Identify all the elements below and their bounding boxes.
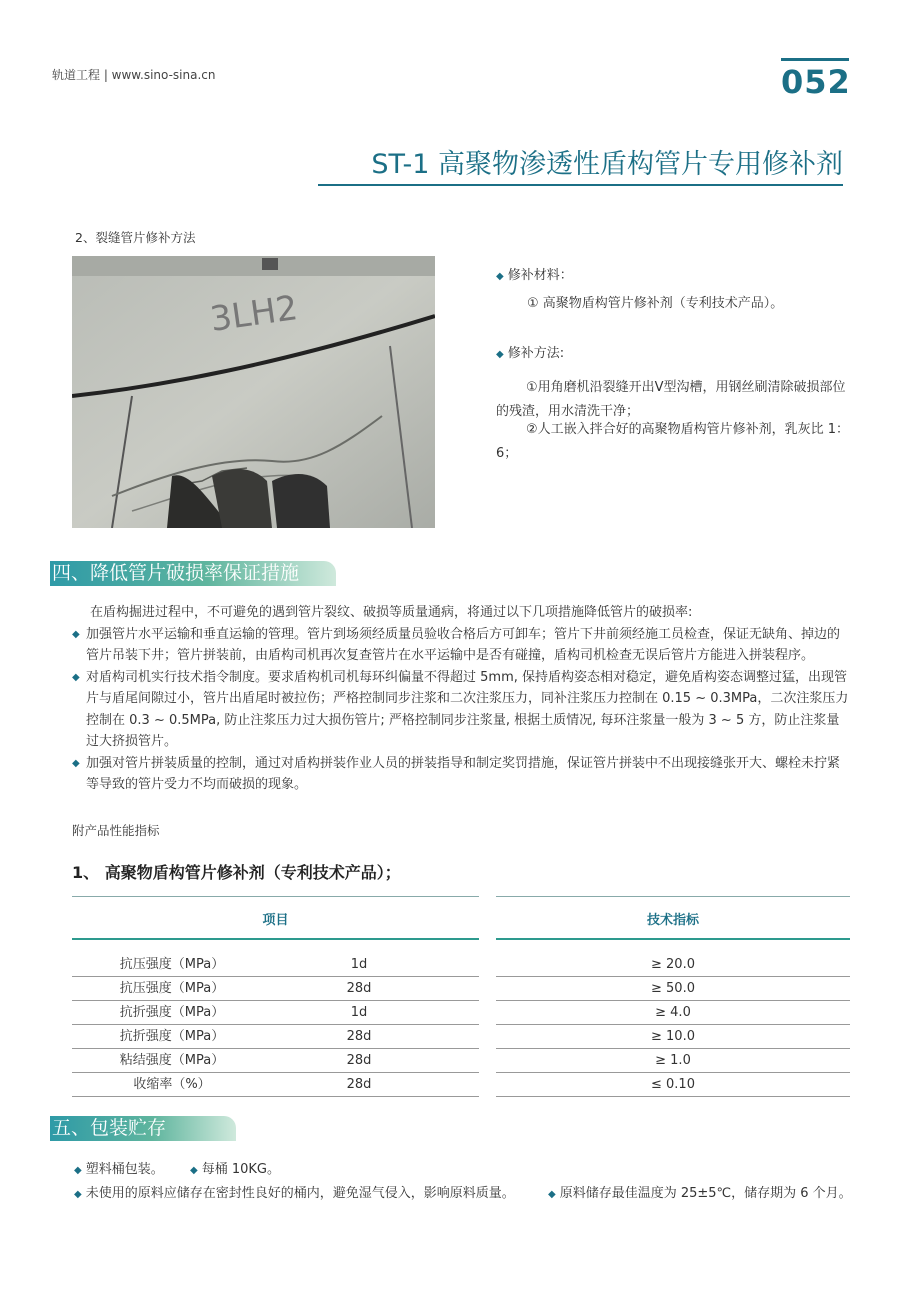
bullet-icon: ◆ [548, 1189, 556, 1200]
cell-value: ≥ 50.0 [651, 981, 695, 996]
table-header-rule-left [72, 938, 479, 940]
table-header-rule-right [496, 938, 850, 940]
cell-age: 28d [346, 981, 372, 996]
measure-item-3 [72, 753, 852, 796]
col-header-item: 项目 [262, 913, 289, 928]
table-row [72, 1049, 479, 1073]
cell-item: 抗折强度（MPa） [119, 1029, 225, 1044]
table-row [72, 1073, 479, 1097]
photo-marking: 3LH2 [207, 288, 301, 340]
storage-item-3: 未使用的原料应储存在密封性良好的桶内，避免湿气侵入，影响原料质量。 [85, 1186, 515, 1201]
material-label: 修补材料： [507, 268, 573, 283]
method-step-1: ①用角磨机沿裂缝开出Ⅴ型沟槽，用钢丝刷清除破损部位的残渣，用水清洗干净； [496, 380, 846, 419]
cell-age: 1d [350, 1005, 368, 1020]
page-number-rule [781, 58, 849, 61]
cell-age: 28d [346, 1077, 372, 1092]
cell-age: 28d [346, 1029, 372, 1044]
table-row-value [496, 1001, 850, 1025]
cell-value: ≥ 4.0 [655, 1005, 691, 1020]
measure-text: 加强管片水平运输和垂直运输的管理。管片到场须经质量员验收合格后方可卸车；管片下井前须经施工员检查，保证无缺角、掉边的管片吊装下井；管片拼装前，由盾构司机再次复查管片在水平运输中是否有碰撞，盾构司机检查无误后管片方能进入拼装程序。 [86, 626, 841, 663]
table-row [72, 977, 479, 1001]
bullet-icon: ◆ [190, 1165, 198, 1176]
bullet-icon: ◆ [72, 757, 80, 769]
table-row [72, 1025, 479, 1049]
section5-title: 五、包装贮存 [52, 1117, 167, 1139]
table-row-value [496, 1025, 850, 1049]
storage-item-1: 塑料桶包装。 [85, 1162, 164, 1177]
bullet-icon: ◆ [72, 628, 80, 640]
measure-item-1 [72, 624, 852, 667]
bullet-icon: ◆ [74, 1189, 82, 1200]
section5-band [50, 1116, 236, 1141]
cell-item: 粘结强度（MPa） [119, 1053, 225, 1068]
title-underline [318, 184, 843, 186]
table-row [72, 953, 479, 977]
method-label-line [496, 342, 564, 367]
cell-value: ≤ 0.10 [651, 1077, 695, 1092]
method-label: 修补方法: [507, 346, 565, 361]
table-top-rule-right [496, 896, 850, 897]
table-top-rule-left [72, 896, 479, 897]
table-row-value [496, 1049, 850, 1073]
bullet-icon: ◆ [72, 671, 80, 683]
section4-band [50, 561, 336, 586]
cell-age: 1d [350, 957, 368, 972]
storage-line-4 [548, 1182, 852, 1207]
measure-item-2 [72, 667, 852, 753]
cell-item: 抗折强度（MPa） [119, 1005, 225, 1020]
table-row-value [496, 977, 850, 1001]
cell-item: 抗压强度（MPa） [119, 981, 225, 996]
section4-body [72, 602, 852, 796]
page-number-block [781, 58, 849, 101]
material-item: ① 高聚物盾构管片修补剂（专利技术产品）。 [527, 296, 784, 311]
tunnel-segment-photo [72, 256, 435, 528]
row-separator [496, 1096, 850, 1097]
storage-item-4: 原料储存最佳温度为 25±5℃，储存期为 6 个月。 [559, 1186, 852, 1201]
table-row-value [496, 1073, 850, 1097]
appendix-label: 附产品性能指标 [72, 823, 160, 838]
table-row [72, 1001, 479, 1025]
bullet-icon: ◆ [496, 271, 504, 282]
cell-value: ≥ 20.0 [651, 957, 695, 972]
table-heading: 1、 高聚物盾构管片修补剂（专利技术产品）； [72, 863, 401, 882]
row-separator [72, 1096, 479, 1097]
section4-title: 四、降低管片破损率保证措施 [52, 562, 300, 584]
cell-age: 28d [346, 1053, 372, 1068]
bullet-icon: ◆ [496, 349, 504, 360]
cell-item: 抗压强度（MPa） [119, 957, 225, 972]
storage-item-2: 每桶 10KG。 [201, 1162, 280, 1177]
bullet-icon: ◆ [74, 1165, 82, 1176]
storage-line-2 [190, 1158, 280, 1183]
storage-line-3 [74, 1182, 515, 1207]
cell-value: ≥ 10.0 [651, 1029, 695, 1044]
storage-line-1 [74, 1158, 164, 1183]
crack-repair-heading: 2、裂缝管片修补方法 [75, 230, 196, 245]
header-source: 轨道工程 | www.sino-sina.cn [52, 68, 216, 82]
col-header-spec: 技术指标 [646, 913, 699, 928]
measure-text: 加强对管片拼装质量的控制，通过对盾构拼装作业人员的拼装指导和制定奖罚措施，保证管片拼装中不出现接缝张开大、螺栓未拧紧等导致的管片受力不均而破损的现象。 [86, 755, 841, 792]
page-number: 052 [781, 63, 851, 101]
material-label-line [496, 264, 573, 289]
cell-item: 收缩率（%） [133, 1077, 211, 1092]
cell-value: ≥ 1.0 [655, 1053, 691, 1068]
table-row-value [496, 953, 850, 977]
section4-intro: 在盾构掘进过程中，不可避免的遇到管片裂纹、破损等质量通病，将通过以下几项措施降低管片的破损率: [90, 605, 693, 620]
page-title: ST-1 高聚物渗透性盾构管片专用修补剂 [371, 149, 843, 180]
measure-text: 对盾构司机实行技术指令制度。要求盾构机司机每环纠偏量不得超过 5mm, 保持盾构姿态相对稳定，避免盾构姿态调整过猛，出现管片与盾尾间隙过小，管片出盾尾时被拉伤；严格控制同步注浆和二次注浆压力，同补注浆压力控制在 0.15 ~ 0.3MPa，二次注浆压力控制在 0.3 ~ 0.5MPa, 防止注浆压力过大损伤管片; 严格控制同步注浆量, 根据土质情况, 每环注浆量一般为 3 ~ 5 方，防止注浆量过大挤损管片。 [86, 669, 849, 749]
method-step-2: ②人工嵌入拌合好的高聚物盾构管片修补剂，乳灰比 1：6； [496, 422, 850, 461]
